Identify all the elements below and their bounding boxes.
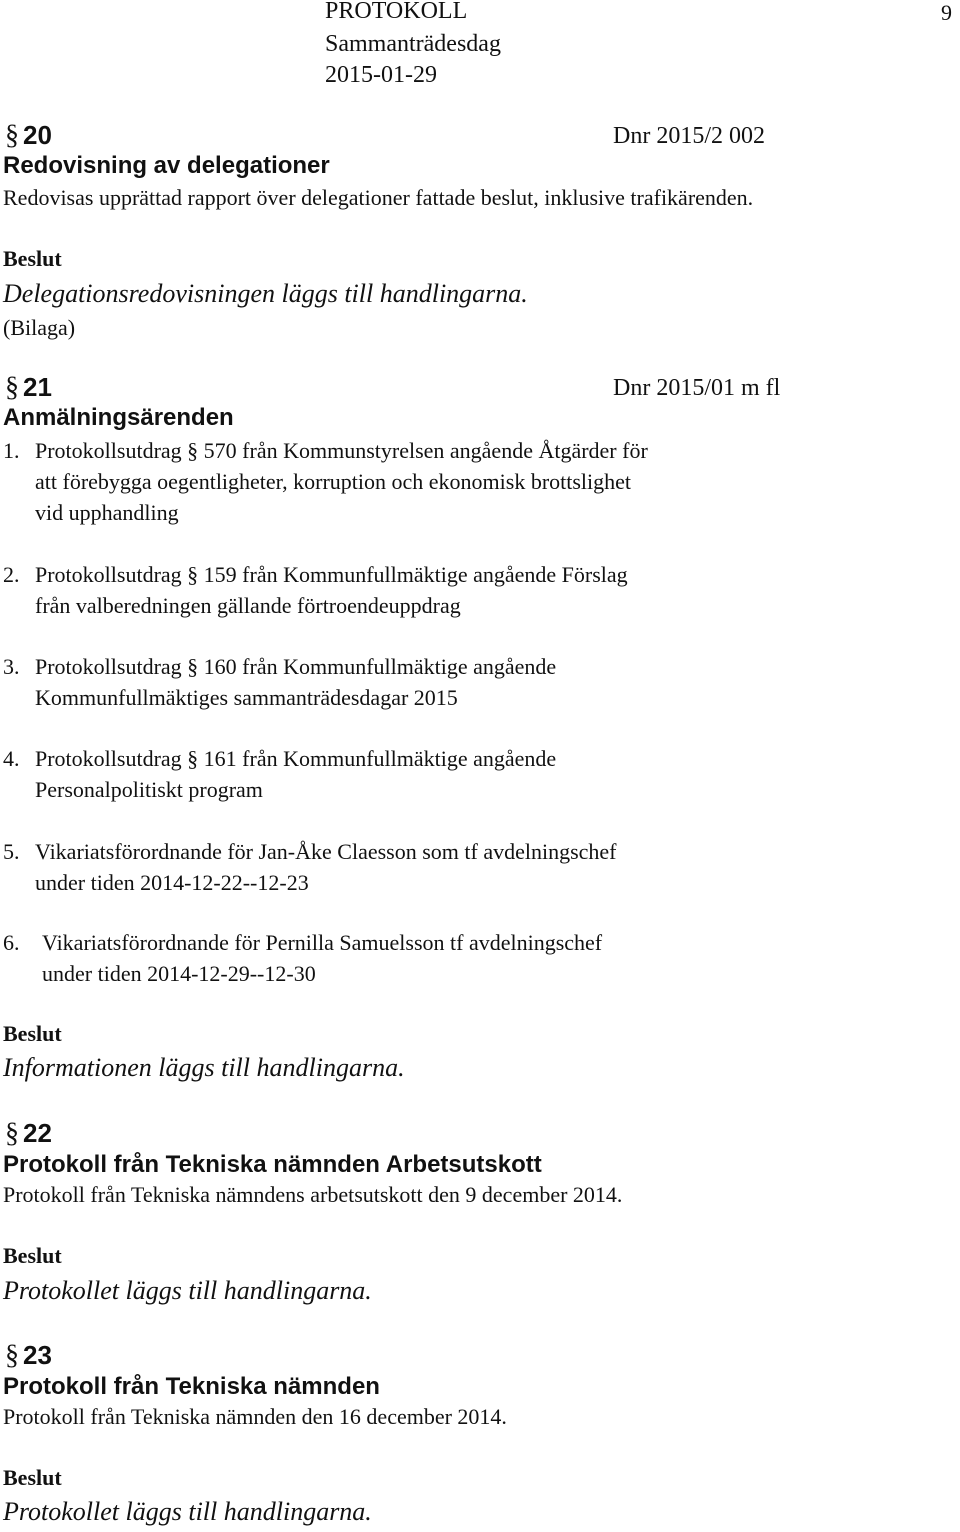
section-22-beslut-label: Beslut [3, 1243, 62, 1268]
list-item-number: 3. [3, 654, 20, 679]
section-number: 21 [23, 372, 52, 402]
section-22-decision: Protokollet läggs till handlingarna. [3, 1276, 372, 1305]
section-number: 23 [23, 1340, 52, 1370]
list-item-line: att förebygga oegentligheter, korruption och ekonomisk brottslighet [35, 469, 632, 494]
section-21-dnr: Dnr 2015/01 m fl [613, 375, 781, 401]
section-21-decision: Informationen läggs till handlingarna. [3, 1053, 405, 1082]
list-item-number: 6. [3, 930, 20, 955]
list-item-line: vid upphandling [35, 500, 179, 525]
list-item-line: Personalpolitiskt program [35, 777, 263, 802]
section-number: 22 [23, 1118, 52, 1148]
list-item-number: 2. [3, 562, 20, 587]
section-21-beslut-label: Beslut [3, 1021, 62, 1046]
section-number: 20 [23, 120, 52, 150]
meeting-date: 2015-01-29 [325, 62, 437, 88]
paragraph-sign: § [5, 1118, 19, 1149]
section-23-decision: Protokollet läggs till handlingarna. [3, 1497, 372, 1526]
list-item-line: Protokollsutdrag § 161 från Kommunfullmäktige angående [35, 746, 557, 771]
list-item-line: Protokollsutdrag § 570 från Kommunstyrelsen angående Åtgärder för [35, 438, 648, 463]
page-number: 9 [941, 0, 952, 25]
section-21-heading [5, 372, 52, 404]
list-item-line: Protokollsutdrag § 159 från Kommunfullmäktige angående Förslag [35, 562, 628, 587]
paragraph-sign: § [5, 120, 19, 151]
section-20-note: (Bilaga) [3, 315, 76, 340]
paragraph-sign: § [5, 372, 19, 403]
list-item-line: Kommunfullmäktiges sammanträdesdagar 2015 [35, 685, 458, 710]
section-22-heading [5, 1118, 52, 1150]
list-item-number: 4. [3, 746, 20, 771]
list-item-line: Protokollsutdrag § 160 från Kommunfullmäktige angående [35, 654, 557, 679]
section-20-decision: Delegationsredovisningen läggs till handlingarna. [3, 279, 528, 308]
list-item-line: under tiden 2014-12-22--12-23 [35, 870, 309, 895]
section-20-body: Redovisas upprättad rapport över delegationer fattade beslut, inklusive trafikärenden. [3, 185, 754, 210]
list-item-line: Vikariatsförordnande för Pernilla Samuelsson tf avdelningschef [42, 930, 603, 955]
list-item-line: under tiden 2014-12-29--12-30 [42, 961, 316, 986]
section-23-title: Protokoll från Tekniska nämnden [3, 1373, 380, 1400]
list-item-line: från valberedningen gällande förtroendeuppdrag [35, 593, 461, 618]
section-22-body: Protokoll från Tekniska nämndens arbetsutskott den 9 december 2014. [3, 1182, 623, 1207]
section-20-dnr: Dnr 2015/2 002 [613, 123, 765, 149]
section-20-beslut-label: Beslut [3, 246, 62, 271]
section-20-heading [5, 120, 52, 152]
section-22-title: Protokoll från Tekniska nämnden Arbetsutskott [3, 1151, 542, 1178]
section-20-title: Redovisning av delegationer [3, 152, 330, 179]
list-item-number: 1. [3, 438, 20, 463]
paragraph-sign: § [5, 1340, 19, 1371]
list-item-line: Vikariatsförordnande för Jan-Åke Claesson som tf avdelningschef [35, 839, 617, 864]
meeting-label: Sammanträdesdag [325, 31, 501, 57]
section-21-title: Anmälningsärenden [3, 404, 234, 431]
section-23-beslut-label: Beslut [3, 1465, 62, 1490]
document-title: PROTOKOLL [325, 0, 468, 24]
section-23-heading [5, 1340, 52, 1372]
section-23-body: Protokoll från Tekniska nämnden den 16 december 2014. [3, 1404, 507, 1429]
list-item-number: 5. [3, 839, 20, 864]
